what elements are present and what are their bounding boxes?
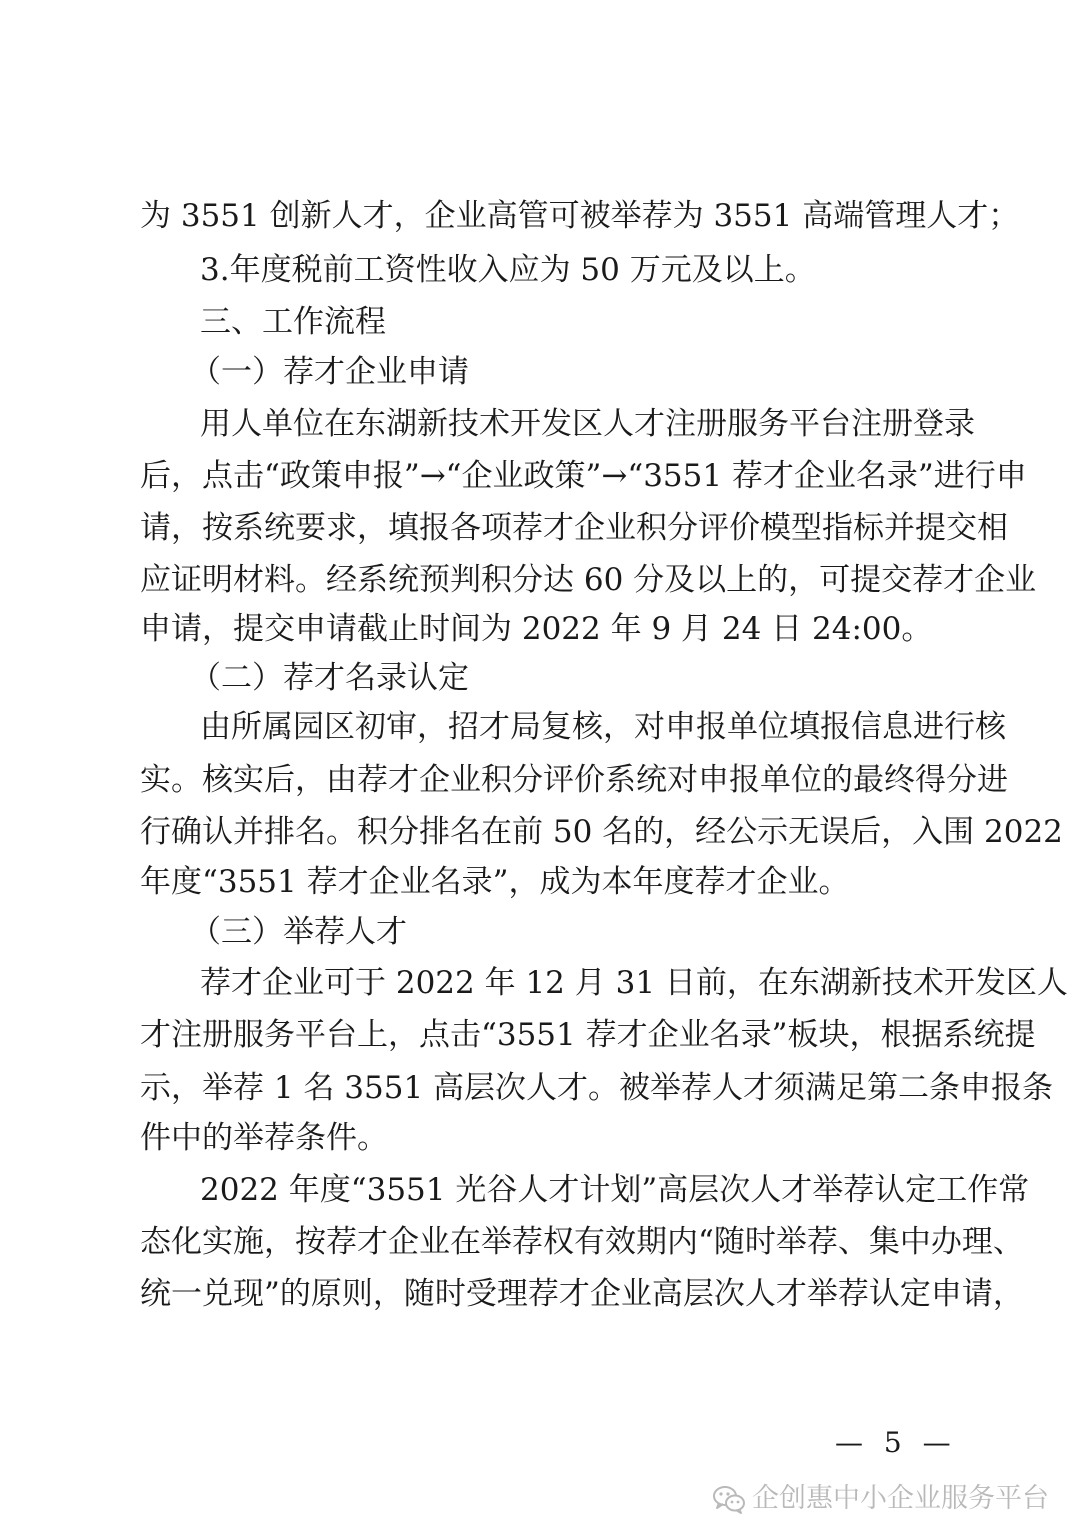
- paragraph-line: 年度“3551 荐才企业名录”，成为本年度荐才企业。: [140, 864, 850, 900]
- watermark-text: 企创惠中小企业服务平台: [752, 1483, 1049, 1514]
- paragraph-line: 统一兑现”的原则，随时受理荐才企业高层次人才举荐认定申请，: [140, 1276, 1024, 1312]
- paragraph-line: 后，点击“政策申报”→“企业政策”→“3551 荐才企业名录”进行申: [140, 458, 1027, 494]
- section-heading: 三、工作流程: [200, 304, 386, 340]
- subsection-heading: （三）举荐人才: [190, 914, 407, 950]
- paragraph-line: 用人单位在东湖新技术开发区人才注册服务平台注册登录: [200, 406, 975, 442]
- subsection-heading: （二）荐才名录认定: [190, 660, 469, 696]
- paragraph-line: 2022 年度“3551 光谷人才计划”高层次人才举荐认定工作常: [200, 1172, 1030, 1208]
- paragraph-line: 荐才企业可于 2022 年 12 月 31 日前，在东湖新技术开发区人: [200, 965, 1068, 1001]
- paragraph-line: 应证明材料。经系统预判积分达 60 分及以上的，可提交荐才企业: [140, 562, 1037, 598]
- subsection-heading: （一）荐才企业申请: [190, 354, 469, 390]
- paragraph-line: 为 3551 创新人才，企业高管可被举荐为 3551 高端管理人才；: [140, 198, 1020, 234]
- paragraph-line: 才注册服务平台上，点击“3551 荐才企业名录”板块，根据系统提: [140, 1017, 1036, 1053]
- wechat-icon: [712, 1484, 746, 1514]
- paragraph-line: 件中的举荐条件。: [140, 1120, 388, 1156]
- paragraph-line: 实。核实后，由荐才企业积分评价系统对申报单位的最终得分进: [140, 762, 1008, 798]
- watermark: [712, 1482, 1049, 1516]
- paragraph-line: 申请，提交申请截止时间为 2022 年 9 月 24 日 24:00。: [140, 611, 933, 647]
- paragraph-line: 行确认并排名。积分排名在前 50 名的，经公示无误后，入围 2022: [140, 814, 1063, 850]
- paragraph-line: 请，按系统要求，填报各项荐才企业积分评价模型指标并提交相: [140, 510, 1008, 546]
- page-number: — 5 —: [835, 1426, 957, 1459]
- paragraph-line: 3.年度税前工资性收入应为 50 万元及以上。: [200, 252, 816, 288]
- paragraph-line: 由所属园区初审，招才局复核，对申报单位填报信息进行核: [200, 709, 1006, 745]
- paragraph-line: 态化实施，按荐才企业在举荐权有效期内“随时举荐、集中办理、: [140, 1224, 1024, 1260]
- paragraph-line: 示，举荐 1 名 3551 高层次人才。被举荐人才须满足第二条申报条: [140, 1070, 1054, 1106]
